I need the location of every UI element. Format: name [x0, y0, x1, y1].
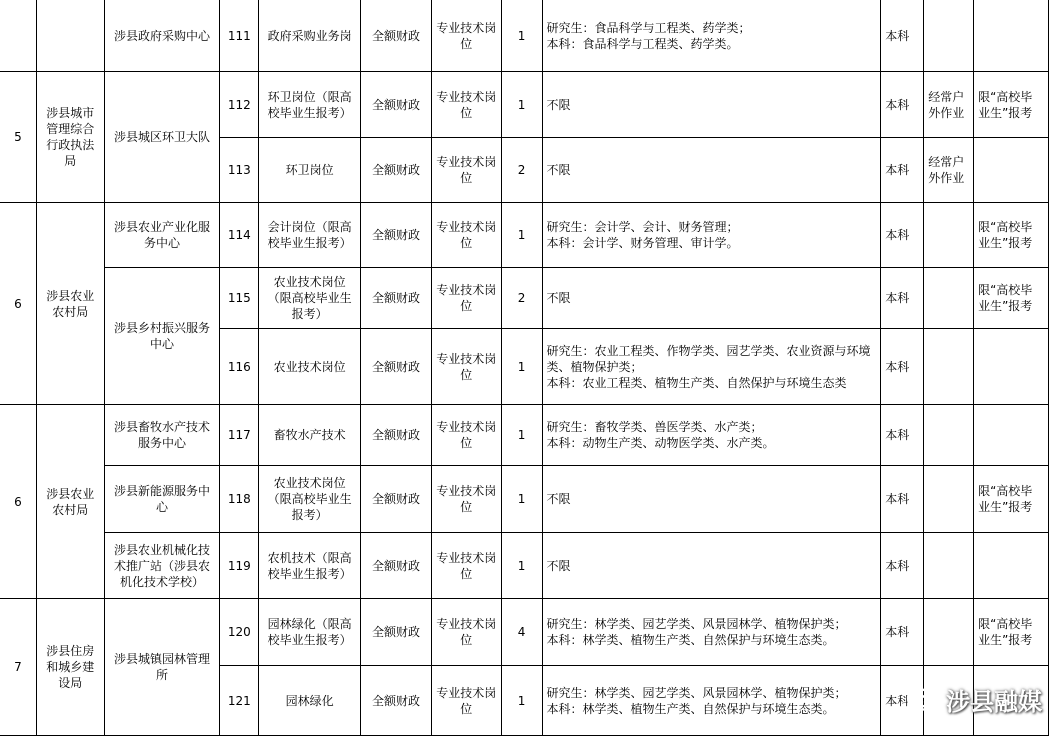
cell-edu: 本科: [881, 466, 924, 533]
cell-other: [924, 0, 974, 72]
cell-major: 研究生：畜牧学类、兽医学类、水产类； 本科：动物生产类、动物医学类、水产类。: [542, 405, 881, 466]
cell-funding: 全额财政: [361, 268, 432, 329]
cell-unit: 涉县畜牧水产技术服务中心: [104, 405, 220, 466]
cell-major: 不限: [542, 466, 881, 533]
cell-dept: 涉县农业农村局: [36, 203, 104, 405]
cell-funding: 全额财政: [361, 666, 432, 736]
cell-funding: 全额财政: [361, 405, 432, 466]
cell-dept: 涉县农业农村局: [36, 405, 104, 599]
cell-note: 限“高校毕业生”报考: [974, 268, 1049, 329]
cell-category: 专业技术岗位: [431, 268, 501, 329]
cell-category: 专业技术岗位: [431, 405, 501, 466]
cell-code: 114: [220, 203, 259, 268]
cell-note: 限“高校毕业生”报考: [974, 72, 1049, 138]
cell-funding: 全额财政: [361, 533, 432, 599]
cell-count: 1: [501, 329, 542, 405]
cell-edu: 本科: [881, 599, 924, 666]
cell-dept: [36, 0, 104, 72]
cell-other: [924, 599, 974, 666]
cell-count: 2: [501, 138, 542, 203]
cell-unit: 涉县乡村振兴服务中心: [104, 268, 220, 405]
cell-category: 专业技术岗位: [431, 0, 501, 72]
cell-no: 5: [0, 72, 36, 203]
cell-other: [924, 533, 974, 599]
cell-post: 农机技术（限高校毕业生报考）: [259, 533, 361, 599]
cell-count: 1: [501, 666, 542, 736]
cell-dept: 涉县城市管理综合行政执法局: [36, 72, 104, 203]
table-row: [0, 203, 1049, 268]
cell-funding: 全额财政: [361, 329, 432, 405]
cell-major: 不限: [542, 268, 881, 329]
cell-note: [974, 405, 1049, 466]
cell-count: 1: [501, 0, 542, 72]
cell-major: 研究生：林学类、园艺学类、风景园林学、植物保护类； 本科：林学类、植物生产类、自然保护与环境生态类。: [542, 666, 881, 736]
cell-major: 不限: [542, 533, 881, 599]
cell-code: 113: [220, 138, 259, 203]
cell-post: 政府采购业务岗: [259, 0, 361, 72]
cell-count: 4: [501, 599, 542, 666]
cell-edu: 本科: [881, 405, 924, 466]
cell-unit: 涉县城区环卫大队: [104, 72, 220, 203]
cell-count: 2: [501, 268, 542, 329]
cell-no: 7: [0, 599, 36, 736]
cell-category: 专业技术岗位: [431, 466, 501, 533]
cell-other: 经常户外作业: [924, 72, 974, 138]
cell-edu: 本科: [881, 203, 924, 268]
cell-funding: 全额财政: [361, 138, 432, 203]
cell-post: 环卫岗位（限高校毕业生报考）: [259, 72, 361, 138]
cell-code: 120: [220, 599, 259, 666]
table-row: [0, 72, 1049, 138]
cell-category: 专业技术岗位: [431, 329, 501, 405]
cell-post: 环卫岗位: [259, 138, 361, 203]
cell-post: 畜牧水产技术: [259, 405, 361, 466]
cell-count: 1: [501, 533, 542, 599]
cell-other: 经常户外作业: [924, 138, 974, 203]
cell-major: 研究生：农业工程类、作物学类、园艺学类、农业资源与环境类、植物保护类； 本科：农业工程类、植物生产类、自然保护与环境生态类: [542, 329, 881, 405]
cell-funding: 全额财政: [361, 0, 432, 72]
cell-count: 1: [501, 203, 542, 268]
cell-code: 115: [220, 268, 259, 329]
cell-other: [924, 268, 974, 329]
cell-code: 119: [220, 533, 259, 599]
cell-other: [924, 405, 974, 466]
cell-unit: 涉县农业机械化技术推广站（涉县农机化技术学校）: [104, 533, 220, 599]
cell-note: 限“高校毕业生”报考: [974, 203, 1049, 268]
cell-count: 1: [501, 466, 542, 533]
cell-edu: 本科: [881, 666, 924, 736]
cell-major: 不限: [542, 138, 881, 203]
cell-edu: 本科: [881, 0, 924, 72]
cell-edu: 本科: [881, 72, 924, 138]
cell-category: 专业技术岗位: [431, 138, 501, 203]
cell-unit: 涉县农业产业化服务中心: [104, 203, 220, 268]
cell-other: [924, 203, 974, 268]
cell-category: 专业技术岗位: [431, 666, 501, 736]
cell-post: 农业技术岗位（限高校毕业生报考）: [259, 268, 361, 329]
cell-count: 1: [501, 405, 542, 466]
cell-funding: 全额财政: [361, 466, 432, 533]
cell-edu: 本科: [881, 138, 924, 203]
cell-no: [0, 0, 36, 72]
table-row: [0, 0, 1049, 72]
table-row: [0, 405, 1049, 466]
cell-edu: 本科: [881, 533, 924, 599]
cell-funding: 全额财政: [361, 72, 432, 138]
table-row: [0, 533, 1049, 599]
cell-code: 111: [220, 0, 259, 72]
cell-category: 专业技术岗位: [431, 72, 501, 138]
cell-code: 117: [220, 405, 259, 466]
cell-post: 园林绿化（限高校毕业生报考）: [259, 599, 361, 666]
cell-unit: 涉县城镇园林管理所: [104, 599, 220, 736]
cell-unit: 涉县新能源服务中心: [104, 466, 220, 533]
cell-unit: 涉县政府采购中心: [104, 0, 220, 72]
cell-no: 6: [0, 203, 36, 405]
table-row: [0, 268, 1049, 329]
cell-major: 研究生：林学类、园艺学类、风景园林学、植物保护类； 本科：林学类、植物生产类、自然保护与环境生态类。: [542, 599, 881, 666]
cell-no: 6: [0, 405, 36, 599]
cell-major: 研究生：食品科学与工程类、药学类； 本科：食品科学与工程类、药学类。: [542, 0, 881, 72]
cell-other: [924, 329, 974, 405]
cell-note: [974, 533, 1049, 599]
table-row: [0, 599, 1049, 666]
cell-dept: 涉县住房和城乡建设局: [36, 599, 104, 736]
cell-code: 116: [220, 329, 259, 405]
table-row: [0, 466, 1049, 533]
cell-funding: 全额财政: [361, 599, 432, 666]
cell-code: 118: [220, 466, 259, 533]
cell-major: 研究生：会计学、会计、财务管理； 本科：会计学、财务管理、审计学。: [542, 203, 881, 268]
cell-note: [974, 138, 1049, 203]
cell-count: 1: [501, 72, 542, 138]
cell-note: 限“高校毕业生”报考: [974, 466, 1049, 533]
cell-note: [974, 329, 1049, 405]
cell-funding: 全额财政: [361, 203, 432, 268]
cell-note: 限“高校毕业生”报考: [974, 599, 1049, 666]
cell-other: [924, 466, 974, 533]
cell-post: 园林绿化: [259, 666, 361, 736]
watermark-text: 涉县融媒: [946, 688, 1042, 716]
cell-note: [974, 666, 1049, 736]
cell-code: 112: [220, 72, 259, 138]
cell-other: [924, 666, 974, 736]
cell-edu: 本科: [881, 329, 924, 405]
cell-post: 会计岗位（限高校毕业生报考）: [259, 203, 361, 268]
cell-major: 不限: [542, 72, 881, 138]
cell-note: [974, 0, 1049, 72]
cell-edu: 本科: [881, 268, 924, 329]
cell-code: 121: [220, 666, 259, 736]
cell-category: 专业技术岗位: [431, 203, 501, 268]
cell-category: 专业技术岗位: [431, 533, 501, 599]
cell-post: 农业技术岗位（限高校毕业生报考）: [259, 466, 361, 533]
cell-post: 农业技术岗位: [259, 329, 361, 405]
cell-category: 专业技术岗位: [431, 599, 501, 666]
